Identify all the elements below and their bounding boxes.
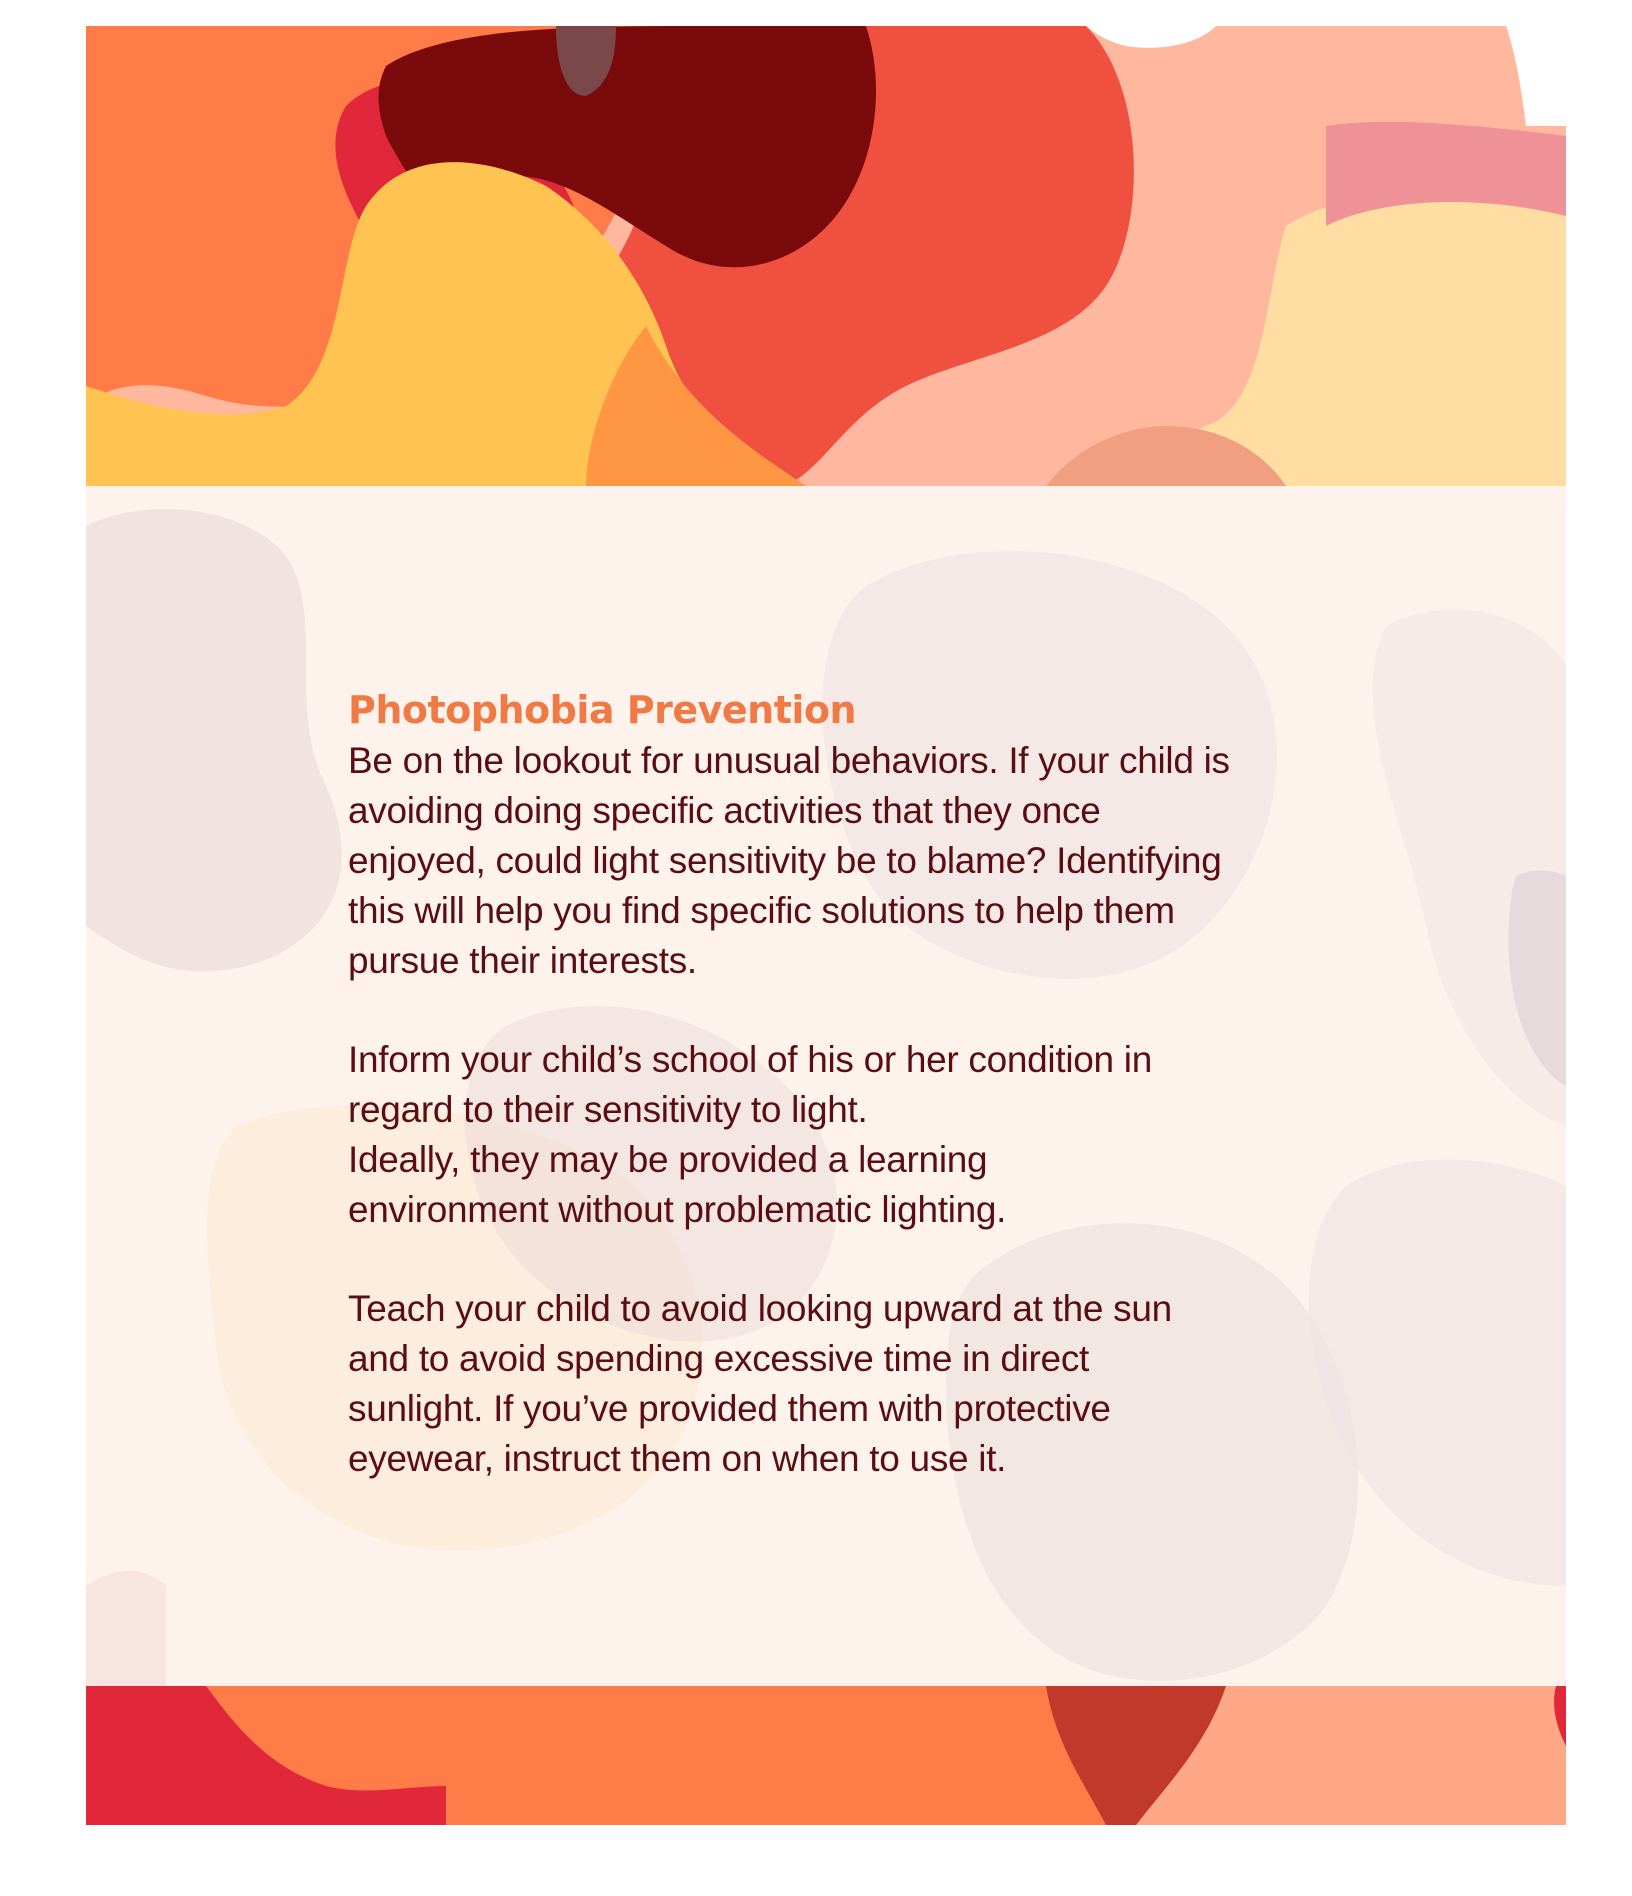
- paragraph-line: avoiding doing specific activities that they once: [348, 790, 1101, 831]
- paragraph-line: pursue their interests.: [348, 940, 697, 981]
- paragraph-line: eyewear, instruct them on when to use it.: [348, 1438, 1007, 1479]
- paragraph-line: Ideally, they may be provided a learning: [348, 1139, 988, 1180]
- paragraph-line: enjoyed, could light sensitivity be to blame? Identifying: [348, 840, 1222, 881]
- paragraph-line: this will help you find specific solutions to help them: [348, 890, 1175, 931]
- paragraph-line: and to avoid spending excessive time in direct: [348, 1338, 1090, 1379]
- paragraph-2: [348, 1035, 1348, 1235]
- paragraph-3: [348, 1284, 1348, 1484]
- paragraph-line: Inform your child’s school of his or her condition in: [348, 1039, 1152, 1080]
- article-text: [348, 686, 1348, 1484]
- document-page: [86, 26, 1566, 1825]
- paragraph-line: regard to their sensitivity to light.: [348, 1089, 868, 1130]
- paragraph-line: environment without problematic lighting.: [348, 1189, 1007, 1230]
- paragraph-line: sunlight. If you’ve provided them with protective: [348, 1388, 1111, 1429]
- paragraph-1: [348, 736, 1348, 986]
- paragraph-spacer: [348, 1235, 1348, 1284]
- paragraph-line: Teach your child to avoid looking upward at the sun: [348, 1288, 1172, 1329]
- section-heading: Photophobia Prevention: [348, 688, 857, 732]
- paragraph-spacer: [348, 986, 1348, 1035]
- paragraph-line: Be on the lookout for unusual behaviors. If your child is: [348, 740, 1230, 781]
